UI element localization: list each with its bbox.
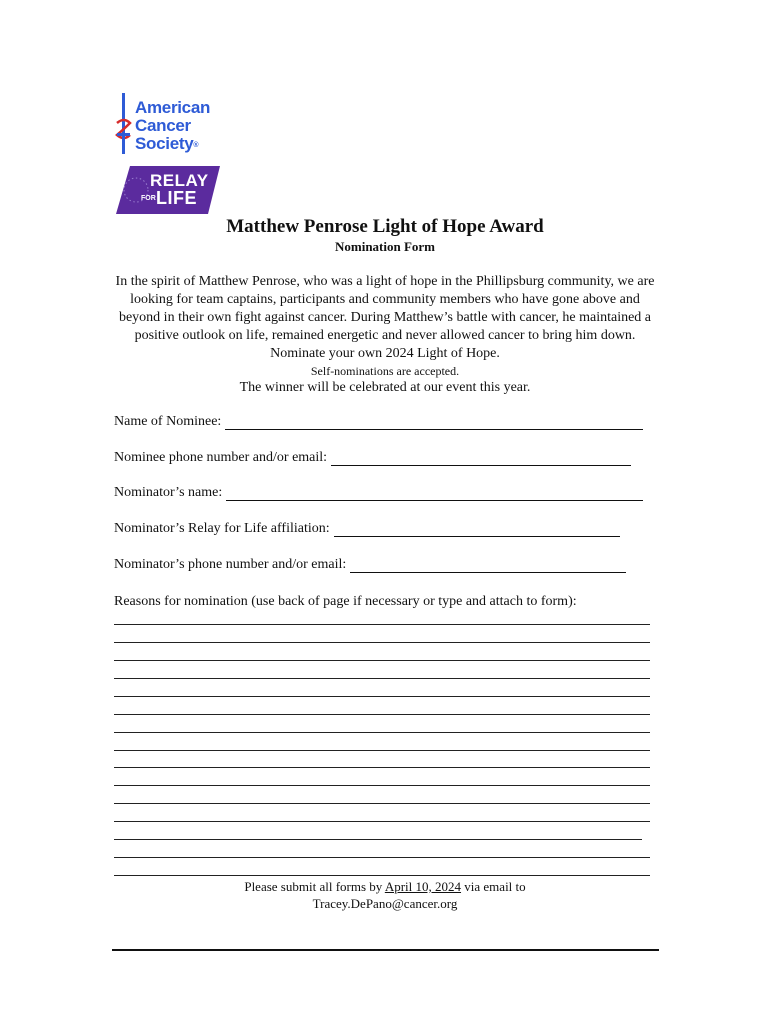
american-cancer-society-logo	[114, 93, 234, 157]
footer-divider	[112, 949, 659, 951]
reason-line[interactable]	[114, 785, 650, 786]
relay-word: RELAY	[150, 171, 209, 190]
reason-line[interactable]	[114, 678, 650, 679]
reason-line[interactable]	[114, 839, 642, 840]
reason-line[interactable]	[114, 803, 650, 804]
submission-instructions	[0, 878, 770, 912]
reason-line[interactable]	[114, 696, 650, 697]
nominator-contact-blank[interactable]	[350, 559, 626, 573]
nominee-contact-blank[interactable]	[331, 452, 631, 466]
reason-line[interactable]	[114, 750, 650, 751]
nominee-contact-label: Nominee phone number and/or email:	[114, 450, 328, 465]
nominator-name-label: Nominator’s name:	[114, 485, 223, 500]
reason-line[interactable]	[114, 642, 650, 643]
reason-line[interactable]	[114, 624, 650, 625]
reason-line[interactable]	[114, 714, 650, 715]
acs-logo-line2: Cancer	[135, 116, 191, 135]
acs-logo-line1: American	[135, 98, 211, 117]
relay-for-life-logo	[116, 166, 220, 214]
reason-line[interactable]	[114, 875, 650, 876]
nominator-affiliation-blank[interactable]	[334, 523, 620, 537]
reason-line[interactable]	[114, 767, 650, 768]
page-subtitle: Nomination Form	[334, 239, 436, 254]
submission-deadline: April 10, 2024	[384, 879, 462, 894]
reason-line[interactable]	[114, 660, 650, 661]
winner-note: The winner will be celebrated at our event this year.	[239, 380, 531, 395]
nominator-affiliation-label: Nominator’s Relay for Life affiliation:	[114, 521, 330, 536]
nominator-contact-field	[114, 557, 626, 573]
reasons-field	[114, 594, 577, 610]
registered-mark: ®	[193, 142, 199, 149]
reason-line[interactable]	[114, 732, 650, 733]
acs-logo-line3: Society	[135, 134, 194, 153]
reason-line[interactable]	[114, 857, 650, 858]
nominee-name-label: Name of Nominee:	[114, 414, 222, 429]
nominator-affiliation-field	[114, 521, 620, 537]
nominator-name-blank[interactable]	[226, 487, 643, 501]
reasons-label: Reasons for nomination (use back of page if necessary or type and attach to form):	[114, 594, 577, 609]
nominee-contact-field	[114, 450, 631, 466]
intro-paragraph: In the spirit of Matthew Penrose, who was a light of hope in the Phillipsburg community, we are looking for team captains, participants and community members who have gone above and beyond in their own fight against cancer. During Matthew’s battle with cancer, he maintained a positive outlook on life, remained energetic and never allowed cancer to bring him down. Nominate your own 2024 Light of Hope.	[115, 274, 655, 361]
self-nominations-note: Self-nominations are accepted.	[310, 364, 460, 378]
nominee-name-field	[114, 414, 643, 430]
for-word: FOR	[141, 195, 156, 202]
life-word: LIFE	[156, 188, 197, 208]
nominee-name-blank[interactable]	[225, 416, 643, 430]
reason-line[interactable]	[114, 821, 650, 822]
submission-email[interactable]: Tracey.DePano@cancer.org	[312, 896, 458, 911]
page-title: Matthew Penrose Light of Hope Award	[226, 216, 544, 237]
sword-of-hope-icon	[114, 93, 134, 157]
nominator-contact-label: Nominator’s phone number and/or email:	[114, 557, 347, 572]
submit-suffix: via email to	[464, 879, 526, 894]
submit-prefix: Please submit all forms by	[244, 879, 383, 894]
nominator-name-field	[114, 485, 643, 501]
